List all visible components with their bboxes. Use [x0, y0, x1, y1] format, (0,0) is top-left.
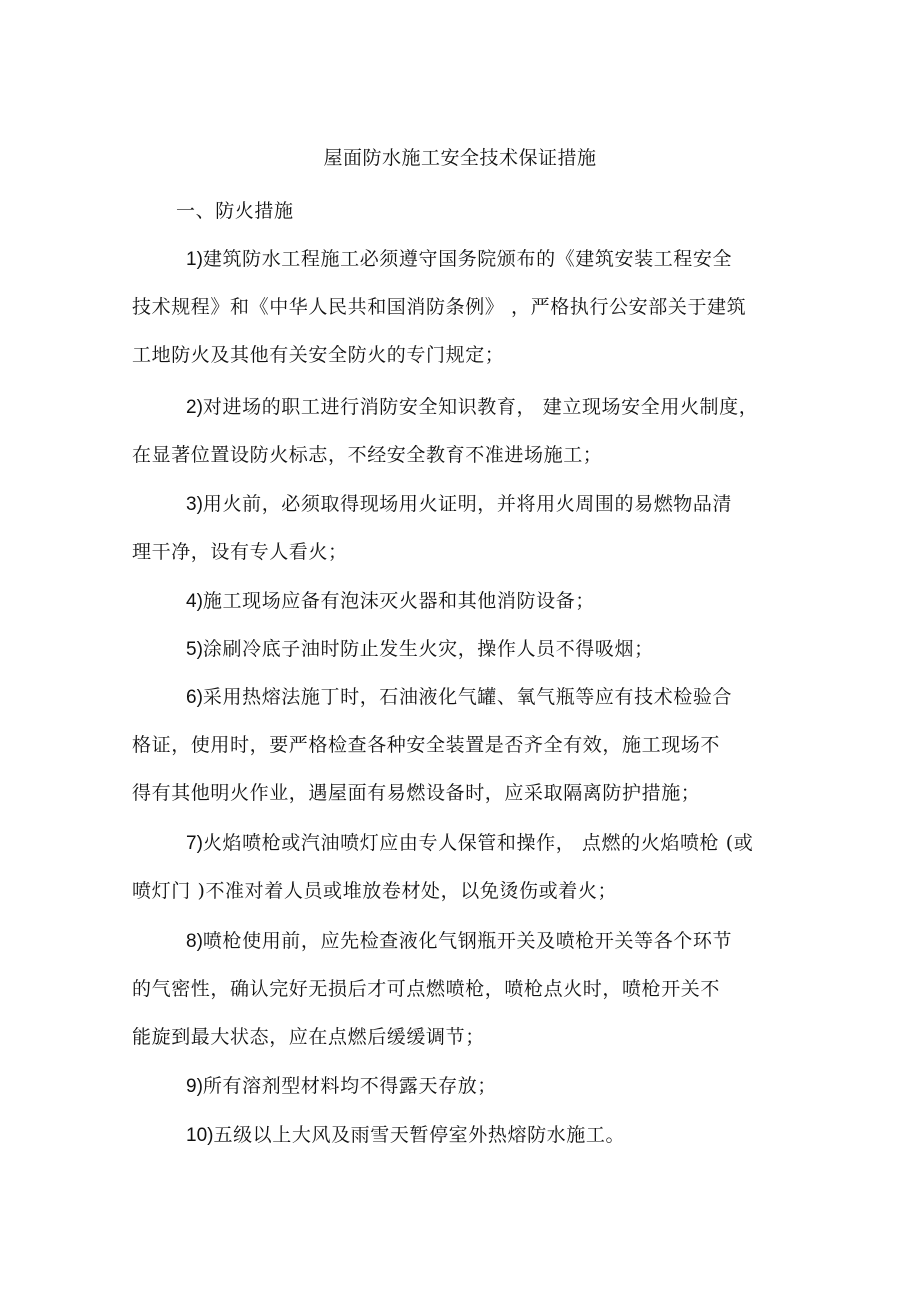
item-text-continuation: 的气密性，确认完好无损后才可点燃喷枪，喷枪点火时，喷枪开关不: [132, 978, 721, 1000]
item-text-continuation: 理干净，设有专人看火；: [132, 541, 348, 563]
item-number: 2): [186, 397, 203, 418]
item-text: 用火前，必须取得现场用火证明，并将用火周围的易燃物品清: [202, 493, 733, 515]
item-number: 3): [186, 494, 203, 515]
item-text-continuation: 工地防火及其他有关安全防火的专门规定；: [132, 344, 505, 366]
item-text: 涂刷冷底子油时防止发生火灾，操作人员不得吸烟；: [202, 638, 654, 660]
section-heading: 一、防火措施: [176, 200, 294, 222]
item-number: 6): [186, 687, 203, 708]
item-number: 9): [186, 1076, 203, 1097]
item-text-continuation: 技术规程》和《中华人民共和国消防条例》 ，严格执行公安部关于建筑: [132, 296, 747, 318]
list-item-first-line: [186, 1071, 497, 1102]
item-text-continuation: 喷灯门 )不准对着人员或堆放卷材处，以免烫伤或着火；: [132, 880, 618, 902]
item-text: 五级以上大风及雨雪天暂停室外热熔防水施工。: [213, 1124, 626, 1146]
list-item-first-line: [186, 586, 595, 617]
item-text: 施工现场应备有泡沫灭火器和其他消防设备；: [202, 590, 595, 612]
item-text-continuation: 得有其他明火作业，遇屋面有易燃设备时，应采取隔离防护措施；: [132, 782, 701, 804]
list-item-first-line: [186, 634, 654, 665]
item-number: 7): [186, 833, 203, 854]
item-text: 建筑防水工程施工必须遵守国务院颁布的《建筑安装工程安全: [202, 248, 733, 270]
document-title: 屋面防水施工安全技术保证措施: [323, 147, 597, 169]
list-item-first-line: [186, 926, 732, 957]
item-number: 1): [186, 249, 203, 270]
item-text-continuation: 能旋到最大状态，应在点燃后缓缓调节；: [132, 1026, 485, 1048]
list-item-first-line: [186, 1120, 625, 1151]
item-number: 5): [186, 639, 203, 660]
list-item-first-line: [186, 682, 732, 713]
item-text: 喷枪使用前，应先检查液化气钢瓶开关及喷枪开关等各个环节: [202, 930, 733, 952]
list-item-first-line: [186, 828, 753, 859]
item-text-continuation: 格证，使用时，要严格检查各种安全装置是否齐全有效，施工现场不: [132, 734, 721, 756]
item-number: 10): [186, 1125, 214, 1146]
list-item-first-line: [186, 244, 732, 275]
item-text: 采用热熔法施丁时，石油液化气罐、氧气瓶等应有技术检验合: [202, 686, 733, 708]
item-text-continuation: 在显著位置设防火标志，不经安全教育不准进场施工；: [132, 444, 603, 466]
item-number: 8): [186, 931, 203, 952]
list-item-first-line: [186, 489, 732, 520]
list-item-first-line: [186, 392, 758, 423]
item-number: 4): [186, 591, 203, 612]
item-text: 火焰喷枪或汽油喷灯应由专人保管和操作， 点燃的火焰喷枪 (或: [202, 832, 754, 854]
item-text: 所有溶剂型材料均不得露天存放；: [202, 1075, 497, 1097]
item-text: 对进场的职工进行消防安全知识教育， 建立现场安全用火制度，: [202, 396, 759, 418]
